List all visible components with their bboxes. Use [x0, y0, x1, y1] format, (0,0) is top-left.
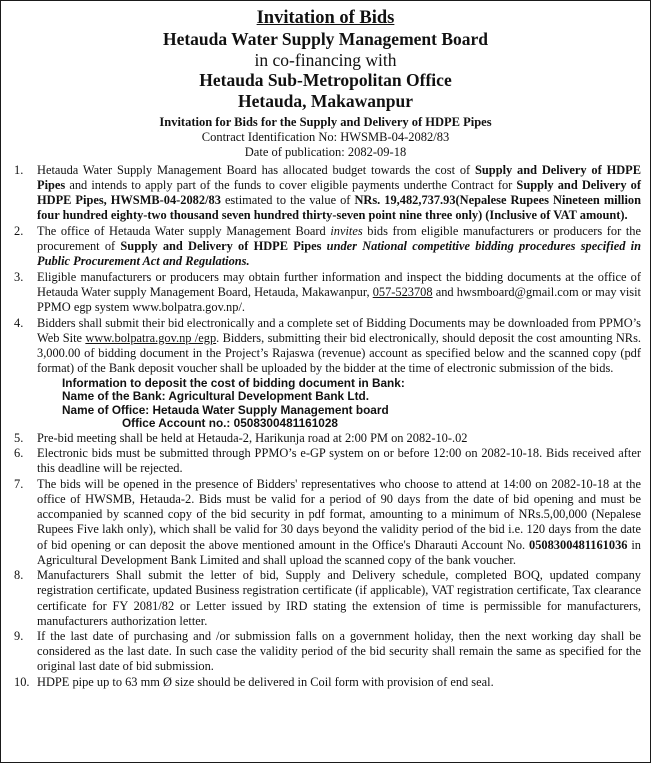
clause-8: [10, 568, 641, 628]
clause-number: 7.: [14, 477, 24, 492]
clause-italic: invites: [330, 223, 363, 238]
clause-2: [10, 224, 641, 269]
clause-number: 4.: [14, 315, 24, 330]
notice-header: [10, 8, 641, 160]
clause-bold: Supply and Delivery of HDPE Pipes: [37, 163, 641, 193]
clause-bold: Supply and Delivery of HDPE Pipes, HWSMB-04-2082/83: [37, 178, 641, 208]
clause-number: 5.: [14, 430, 24, 445]
clause-text: Hetauda Water Supply Management Board has allocated budget towards the cost of: [37, 163, 476, 177]
clause-number: 6.: [14, 446, 24, 461]
clause-bold: Supply and Delivery of HDPE Pipes: [120, 239, 322, 254]
clause-number: 8.: [14, 568, 24, 583]
clause-text: and hwsmboard@gmail.com or may visit PPMO egp system www.bolpatra.gov.np/.: [37, 284, 641, 315]
contract-id: Contract Identification No: HWSMB-04-2082/83: [201, 130, 450, 144]
bank-account-number: Office Account no.: 0508300481161028: [122, 416, 338, 431]
bank-info-heading: Information to deposit the cost of bidding document in Bank:: [62, 375, 405, 390]
board-name: Hetauda Water Supply Management Board: [162, 29, 489, 49]
clause-7: [10, 477, 641, 568]
clause-text: Pre-bid meeting shall be held at Hetauda-2, Harikunja road at 2:00 PM on 2082-10-.02: [37, 430, 468, 445]
clause-text: Eligible manufacturers or producers may obtain further information and inspect the bidding documents at the office of Hetauda Water supply Management Board, Hetauda, Makawanpur,: [37, 269, 641, 299]
clause-4: [10, 316, 641, 376]
bank-office-name: Name of Office: Hetauda Water Supply Management board: [62, 402, 389, 417]
office-name: Hetauda Sub-Metropolitan Office: [199, 70, 452, 90]
clause-list: [10, 163, 641, 690]
estimated-value: NRs. 19,482,737.93(Nepalese Rupees Nineteen million four hundred eighty-two thousand seven hundred thirty-seven point nine three only) (Inclusive of VAT amount).: [37, 193, 642, 223]
clause-text: bids from eligible manufacturers or producers for the procurement of: [37, 223, 641, 254]
publication-date: Date of publication: 2082-09-18: [244, 145, 407, 159]
egp-link[interactable]: www.bolpatra.gov.np /egp: [85, 330, 217, 345]
clause-9: [10, 629, 641, 674]
clause-number: 9.: [14, 629, 24, 644]
dharauti-account-number: 0508300481161036: [529, 537, 628, 552]
notice-subject: Invitation for Bids for the Supply and Delivery of HDPE Pipes: [159, 115, 492, 129]
clause-10: [10, 675, 641, 690]
clause-5: [10, 431, 641, 446]
bank-info-block: [10, 377, 641, 431]
clause-text: Manufacturers Shall submit the letter of bid, Supply and Delivery schedule, completed BOQ, updated company registration certificate, updated Business registration certificate (if applicable), VAT registration certificate, Tax clearance certificate for FY 2081/82 or Letter issued by IRD stating the extension of time is permissible for manufacturers, manufacturers authorization letter.: [37, 568, 641, 628]
clause-text: The bids will be opened in the presence of Bidders' representatives who choose to attend at 14:00 on 2082-10-18 at the office of HWSMB, Hetauda-2. Bids must be valid for a period of 90 days from the date of bid opening and must be accompanied by scanned copy of the bid security in pdf format, amounting to a minimum of NRs.5,00,000 (Nepalese Rupees Five lakh only), which shall be valid for 30 days beyond the validity period of the bid i.e. 120 days from the date of bid opening or can deposit the above mentioned amount in the Office's Dharauti Account No.: [37, 477, 641, 552]
location-line: Hetauda, Makawanpur: [237, 91, 414, 111]
notice-title: Invitation of Bids: [256, 8, 395, 28]
clause-number: 3.: [14, 269, 24, 284]
bank-name: Name of the Bank: Agricultural Development Bank Ltd.: [62, 389, 369, 404]
clause-text: and intends to apply part of the funds to cover eligible payments underthe Contract for: [65, 178, 517, 193]
clause-text: If the last date of purchasing and /or submission falls on a government holiday, then the next working day shall be considered as the last date. In such case the validity period of the bid security shall remain the same as specified for the original last date of bid submission.: [37, 629, 641, 674]
clause-number: 1.: [14, 163, 24, 177]
clause-number: 10.: [14, 675, 30, 690]
clause-text: Bidders shall submit their bid electronically and a complete set of Bidding Documents may be downloaded from PPMO’s Web Site: [37, 315, 641, 345]
cofinancing-line: in co-financing with: [254, 50, 397, 70]
clause-3: [10, 270, 641, 315]
clause-number: 2.: [14, 223, 24, 238]
clause-text: . Bidders, submitting their bid electronically, should deposit the cost amounting NRs. 3,000.00 of bidding document in the Project’s Rajaswa (revenue) account as specified below and the scanned copy (pdf format) of the Bank deposit voucher shall be uploaded by the bidder at the time of electronic submission of the bids.: [37, 330, 641, 375]
clause-text: HDPE pipe up to 63 mm Ø size should be delivered in Coil form with provision of end seal.: [37, 675, 494, 690]
clause-bold-italic: under National competitive bidding procedures specified in Public Procurement Act and Regulations.: [37, 239, 641, 269]
clause-text: The office of Hetauda Water supply Management Board: [37, 223, 331, 238]
clause-1: [10, 163, 641, 223]
clause-text: Electronic bids must be submitted through PPMO’s e-GP system on or before 12:00 on 2082-10-18. Bids received after this deadline will be rejected.: [37, 446, 641, 476]
clause-text: in Agricultural Development Bank Limited and shall upload the scanned copy of the bank voucher.: [37, 537, 642, 567]
phone-number: 057-523708: [372, 284, 433, 299]
clause-text: estimated to the value of: [220, 193, 355, 208]
clause-6: [10, 446, 641, 476]
